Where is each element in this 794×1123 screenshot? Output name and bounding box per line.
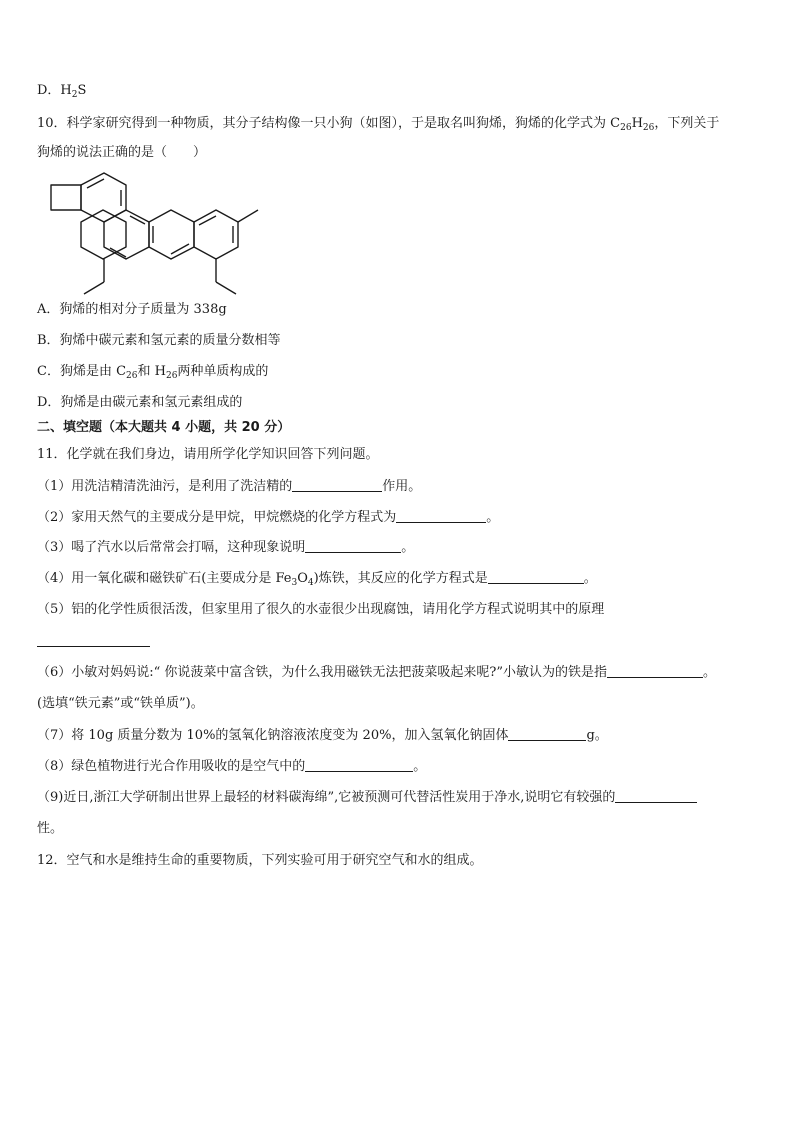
- q11-part-9-line2: 性。: [37, 821, 64, 836]
- q10-option-d: D．狗烯是由碳元素和氢元素组成的: [37, 395, 243, 410]
- answer-blank[interactable]: [607, 664, 703, 678]
- q10-option-b: B．狗烯中碳元素和氢元素的质量分数相等: [37, 333, 281, 348]
- q11-part-4: （4）用一氧化碳和磁铁矿石(主要成分是 $Fe_3O_4$)炼铁，其反应的化学方程式是 。: [37, 571, 597, 588]
- q11-part-5: （5）铝的化学性质很活泼，但家里用了很久的水壶很少出现腐蚀，请用化学方程式说明其中的原理: [37, 602, 605, 617]
- q11-part-6-line1: （6）小敏对妈妈说:“ 你说菠菜中富含铁，为什么我用磁铁无法把菠菜吸起来呢?”小敏认为的铁是指 。: [37, 665, 717, 680]
- q11-part-9-line1: （9)近日,浙江大学研制出世界上最轻的材料碳海绵”,它被预测可代替活性炭用于净水,说明它有较强的: [37, 789, 697, 807]
- section-2-title: 二、填空题（本大题共 4 小题，共 20 分）: [37, 420, 291, 435]
- q10-stem-line2: 狗烯的说法正确的是（ ）: [37, 145, 207, 160]
- q11-part-5-answer: [37, 633, 150, 651]
- cyclobutane-ring: [51, 185, 81, 210]
- dogene-structure-diagram: [40, 168, 270, 300]
- benzene-ring-d: [149, 210, 194, 259]
- q11-part-6-line2: (选填“铁元素”或“铁单质”)。: [37, 696, 204, 711]
- q9-option-d: D．$H_2S$: [37, 83, 87, 100]
- q11-part-7: （7）将 10g 质量分数为 10%的氢氧化钠溶液浓度变为 20%，加入氢氧化钠固体 g。: [37, 728, 608, 743]
- benzene-ring-e: [194, 210, 238, 259]
- answer-blank[interactable]: [37, 633, 150, 647]
- q11-part-8: （8）绿色植物进行光合作用吸收的是空气中的 。: [37, 759, 427, 774]
- answer-blank[interactable]: [615, 789, 697, 803]
- q11-stem: 11．化学就在我们身边，请用所学化学知识回答下列问题。: [37, 447, 379, 462]
- q10-option-a: A．狗烯的相对分子质量为 338g: [37, 302, 227, 317]
- answer-blank[interactable]: [488, 570, 584, 584]
- answer-blank[interactable]: [508, 727, 586, 741]
- answer-blank[interactable]: [305, 539, 401, 553]
- q11-part-3: （3）喝了汽水以后常常会打嗝，这种现象说明 。: [37, 540, 415, 555]
- answer-blank[interactable]: [292, 478, 382, 492]
- answer-blank[interactable]: [396, 509, 486, 523]
- q12-stem: 12．空气和水是维持生命的重要物质，下列实验可用于研究空气和水的组成。: [37, 853, 483, 868]
- benzene-ring-a: [81, 173, 126, 222]
- q10-stem-line1: 10．科学家研究得到一种物质，其分子结构像一只小狗（如图），于是取名叫狗烯，狗烯的化学式为 $C_{26}H_{26}$，下列关于: [37, 116, 720, 133]
- q11-part-2: （2）家用天然气的主要成分是甲烷，甲烷燃烧的化学方程式为 。: [37, 510, 500, 525]
- answer-blank[interactable]: [305, 758, 413, 772]
- q10-option-c: C．狗烯是由 $C_{26}$和 $H_{26}$两种单质构成的: [37, 364, 269, 381]
- q11-part-1: （1）用洗洁精清洗油污，是利用了洗洁精的 作用。: [37, 479, 422, 494]
